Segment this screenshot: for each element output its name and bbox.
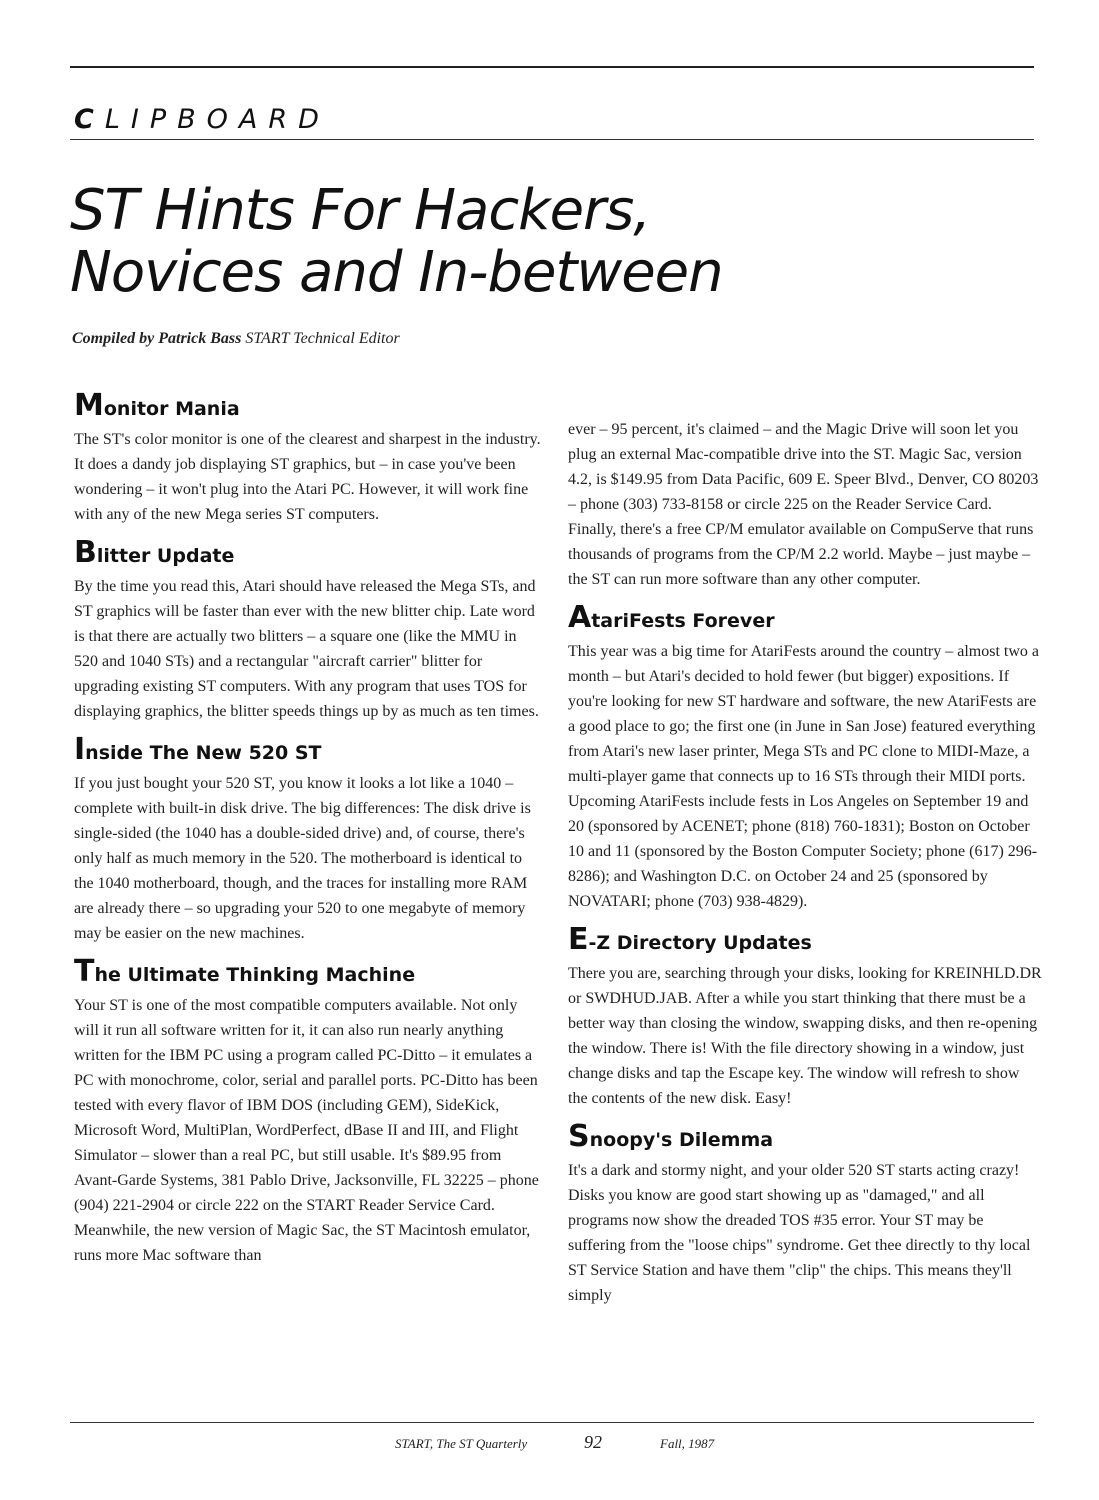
section-label xyxy=(74,104,330,135)
section-atarifests-forever xyxy=(568,600,1042,914)
byline xyxy=(72,330,400,348)
title-line-2: Novices and In-between xyxy=(70,240,723,305)
section-ultimate-thinking-machine xyxy=(74,954,544,1268)
section-paragraph: This year was a big time for AtariFests around the country – almost two a month – but Atari's decided to hold fewer (but bigger) expositions. If you're looking for new ST hardware and software, the new AtariFests are a good place to go; the first one (in June in San Jose) featured everything from Atari's new laser printer, Mega STs and PC clone to MIDI-Maze, a multi-player game that connects up to 16 STs through their MIDI ports. Upcoming AtariFests include fests in Los Angeles on September 19 and 20 (sponsored by ACENET; phone (818) 760-1831); Boston on October 10 and 11 (sponsored by the Boston Computer Society; phone (617) 296-8286); and Washington D.C. on October 24 and 25 (sponsored by NOVATARI; phone (703) 938-4829). xyxy=(568,643,1040,910)
footer-rule xyxy=(70,1422,1034,1423)
section-rule xyxy=(70,139,1034,140)
section-label-rest: LIPBOARD xyxy=(104,104,330,135)
section-monitor-mania xyxy=(74,388,544,527)
byline-prefix: Compiled by xyxy=(72,330,155,347)
section-blitter-update xyxy=(74,535,544,724)
section-heading: Inside The New 520 ST xyxy=(74,732,322,767)
section-paragraph: There you are, searching through your disks, looking for KREINHLD.DR or SWDHUD.JAB. After a while you start thinking that there must be a better way than closing the window, swapping disks, and then re-opening the window. There is! With the file directory showing in a window, just change disks and tap the Escape key. The window will refresh to show the contents of the new disk. Easy! xyxy=(568,965,1042,1107)
section-heading: AtariFests Forever xyxy=(568,600,775,635)
title-line-1: ST Hints For Hackers, xyxy=(70,178,651,243)
publication-name: START, The ST Quarterly xyxy=(395,1436,528,1451)
section-heading: Monitor Mania xyxy=(74,388,240,423)
section-paragraph: Your ST is one of the most compatible computers available. Not only will it run all software written for it, it can also run nearly anything written for the IBM PC using a program called PC-Ditto – it emulates a PC with monochrome, color, serial and parallel ports. PC-Ditto has been tested with every flavor of IBM DOS (including GEM), SideKick, Microsoft Word, MultiPlan, WordPerfect, dBase II and III, and Flight Simulator – slower than a real PC, but still usable. It's $89.95 from Avant-Garde Systems, 381 Pablo Drive, Jacksonville, FL 32225 – phone (904) 221-2904 or circle 222 on the START Reader Service Card. Meanwhile, the new version of Magic Sac, the ST Macintosh emulator, runs more Mac software than xyxy=(74,997,539,1264)
section-paragraph: The ST's color monitor is one of the clearest and sharpest in the industry. It does a dandy job displaying ST graphics, but – in case you've been wondering – it won't plug into the Atari PC. However, it will work fine with any of the new Mega series ST computers. xyxy=(74,431,541,523)
section-heading: Blitter Update xyxy=(74,535,235,570)
section-heading: E-Z Directory Updates xyxy=(568,922,812,957)
continued-paragraph: ever – 95 percent, it's claimed – and the Magic Drive will soon let you plug an external Mac-compatible drive into the ST. Magic Sac, version 4.2, is $149.95 from Data Pacific, 609 E. Speer Blvd., Denver, CO 80203 – phone (303) 733-8158 or circle 225 on the Reader Service Card. Finally, there's a free CP/M emulator available on CompuServe that runs thousands of programs from the CP/M 2.2 world. Maybe – just maybe – the ST can run more software than any other computer. xyxy=(568,421,1039,588)
section-snoopys-dilemma xyxy=(568,1119,1042,1308)
right-column xyxy=(568,417,1042,1320)
section-inside-520st xyxy=(74,732,544,946)
top-rule xyxy=(70,66,1034,68)
section-heading: The Ultimate Thinking Machine xyxy=(74,954,416,989)
section-ez-directory-updates xyxy=(568,922,1042,1111)
page-number: 92 xyxy=(584,1432,602,1452)
section-label-initial: C xyxy=(74,104,105,135)
section-paragraph: It's a dark and stormy night, and your older 520 ST starts acting crazy! Disks you know are good start showing up as "damaged," and all programs now show the dreaded TOS #35 error. Your ST may be suffering from the "loose chips" syndrome. Get thee directly to thy local ST Service Station and have them "clip" the chips. This means they'll simply xyxy=(568,1162,1031,1304)
section-heading: Snoopy's Dilemma xyxy=(568,1119,774,1154)
section-paragraph: By the time you read this, Atari should have released the Mega STs, and ST graphics will be faster than ever with the new blitter chip. Late word is that there are actually two blitters – a square one (like the MMU in 520 and 1040 STs) and a rectangular "aircraft carrier" blitter for upgrading existing ST computers. With any program that uses TOS for displaying graphics, the blitter speeds things up by as much as ten times. xyxy=(74,578,539,720)
byline-author: Patrick Bass xyxy=(158,330,242,347)
page-footer xyxy=(0,1432,1099,1456)
section-paragraph: If you just bought your 520 ST, you know it looks a lot like a 1040 – complete with built-in disk drive. The big differences: The disk drive is single-sided (the 1040 has a double-sided drive) and, of course, there's only half as much memory in the 520. The motherboard is identical to the 1040 motherboard, though, and the traces for installing more RAM are already there – so upgrading your 520 to one megabyte of memory may be easier on the new machines. xyxy=(74,775,531,942)
article-title xyxy=(70,180,1030,304)
issue-date: Fall, 1987 xyxy=(660,1436,715,1451)
left-column xyxy=(74,388,544,1280)
byline-role: START Technical Editor xyxy=(245,330,400,347)
